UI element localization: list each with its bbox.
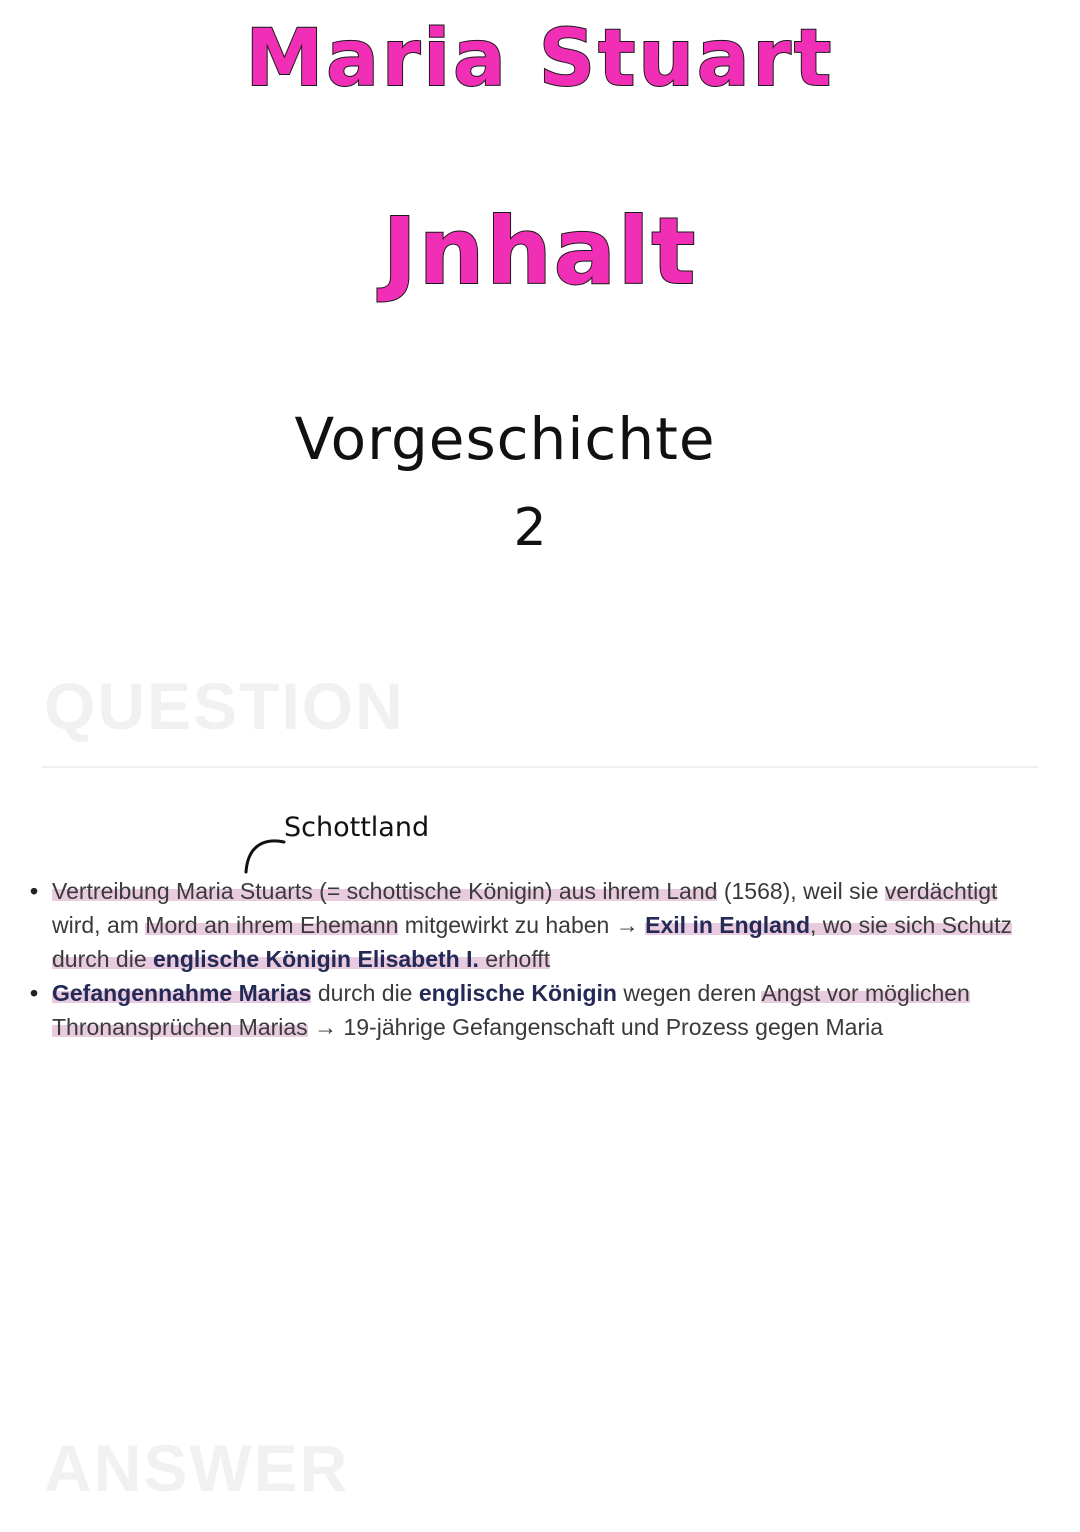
bold-span: Gefangennahme Marias [52,980,312,1006]
annotation-arc-icon [238,832,288,876]
question-label: QUESTION [44,669,405,743]
text-span: Mord an ihrem Ehemann [145,912,399,938]
answer-block [30,874,1030,1044]
handwritten-annotation: Schottland [284,812,430,843]
list-item [30,874,1030,976]
text-span: 19-jährige Gefangenschaft und Prozess gegen Maria [337,1014,884,1040]
text-span: wird, am [52,912,146,938]
text-span: (1568), weil sie [717,878,885,904]
section-title: Vorgeschichte [294,405,716,473]
list-item [30,976,1030,1044]
section-number: 2 [513,498,547,558]
arrow-icon: → [314,1014,338,1040]
bold-span: englische Königin Elisabeth I. [153,946,479,972]
text-span: erhofft [478,946,551,972]
text-span: Angst vor möglichen Thronansprüchen Marias [52,980,970,1040]
text-span: verdächtigt [884,878,998,904]
page-subtitle: Jnhalt [382,198,698,305]
text-span: , wo sie sich Schutz durch die [52,912,1012,972]
bold-span: Exil in England [645,912,810,938]
arrow-icon: → [615,912,639,938]
text-span: mitgewirkt zu haben [398,912,616,938]
bold-span: englische Königin [418,980,617,1006]
text-span: Vertreibung Maria Stuarts (= schottische Königin) aus ihrem Land [52,878,718,904]
answer-label: ANSWER [44,1431,350,1505]
text-span: wegen deren [616,980,762,1006]
text-span: durch die [311,980,419,1006]
page-title: Maria Stuart [245,14,835,104]
divider [42,766,1038,768]
